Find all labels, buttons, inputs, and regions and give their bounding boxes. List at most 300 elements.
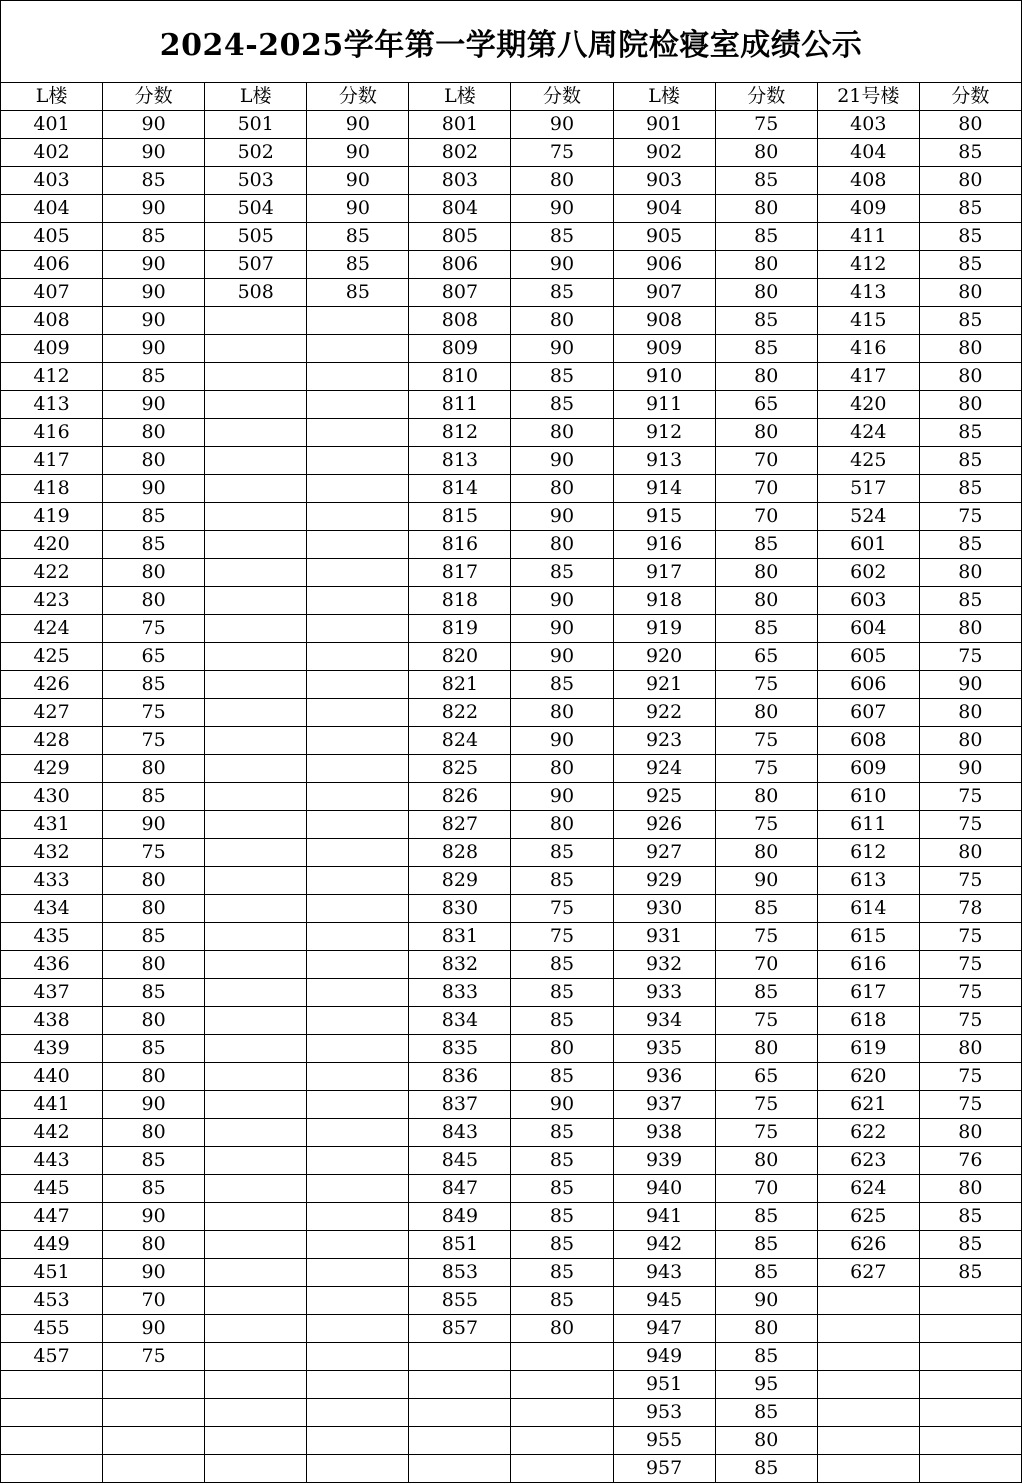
score-cell: 80: [715, 1147, 817, 1175]
score-cell: 80: [919, 279, 1021, 307]
room-cell: [205, 447, 307, 475]
room-cell: [409, 1343, 511, 1371]
room-cell: [205, 1063, 307, 1091]
score-cell: 80: [511, 699, 613, 727]
room-cell: [817, 1315, 919, 1343]
room-cell: 832: [409, 951, 511, 979]
score-cell: [103, 1399, 205, 1427]
room-cell: 619: [817, 1035, 919, 1063]
score-cell: [307, 615, 409, 643]
score-cell: 90: [307, 167, 409, 195]
score-cell: 65: [715, 1063, 817, 1091]
score-cell: [103, 1371, 205, 1399]
score-cell: 80: [511, 167, 613, 195]
room-cell: [205, 531, 307, 559]
room-cell: [205, 1315, 307, 1343]
score-cell: 70: [715, 475, 817, 503]
room-cell: 909: [613, 335, 715, 363]
score-cell: 90: [103, 307, 205, 335]
table-row: [1, 559, 1022, 587]
room-cell: 617: [817, 979, 919, 1007]
room-cell: 440: [1, 1063, 103, 1091]
room-cell: 417: [1, 447, 103, 475]
room-cell: 431: [1, 811, 103, 839]
score-cell: [307, 419, 409, 447]
table-row: [1, 1259, 1022, 1287]
score-cell: 90: [511, 783, 613, 811]
room-cell: [817, 1455, 919, 1483]
room-cell: 609: [817, 755, 919, 783]
room-cell: 413: [817, 279, 919, 307]
score-cell: 85: [715, 895, 817, 923]
score-cell: 75: [919, 783, 1021, 811]
score-cell: 80: [715, 699, 817, 727]
score-cell: 85: [715, 1203, 817, 1231]
score-cell: 85: [919, 1259, 1021, 1287]
score-cell: 90: [103, 139, 205, 167]
score-cell: 85: [103, 1035, 205, 1063]
score-cell: 75: [919, 1007, 1021, 1035]
score-cell: [919, 1315, 1021, 1343]
room-cell: 420: [817, 391, 919, 419]
score-cell: 90: [103, 475, 205, 503]
score-cell: 75: [919, 643, 1021, 671]
room-cell: 432: [1, 839, 103, 867]
room-cell: [205, 951, 307, 979]
score-cell: 75: [103, 615, 205, 643]
score-cell: 85: [715, 1231, 817, 1259]
table-row: [1, 867, 1022, 895]
room-cell: 607: [817, 699, 919, 727]
table-row: [1, 587, 1022, 615]
room-cell: 930: [613, 895, 715, 923]
table-row: [1, 195, 1022, 223]
table-row: [1, 1147, 1022, 1175]
room-cell: 902: [613, 139, 715, 167]
room-cell: 408: [817, 167, 919, 195]
table-row: [1, 1035, 1022, 1063]
score-cell: 85: [103, 363, 205, 391]
room-cell: 442: [1, 1119, 103, 1147]
score-cell: 80: [715, 195, 817, 223]
score-cell: 90: [919, 671, 1021, 699]
room-cell: 847: [409, 1175, 511, 1203]
room-cell: [409, 1399, 511, 1427]
score-cell: 80: [715, 139, 817, 167]
room-cell: 449: [1, 1231, 103, 1259]
score-cell: 80: [919, 699, 1021, 727]
room-cell: [205, 1455, 307, 1483]
room-cell: 602: [817, 559, 919, 587]
room-cell: [205, 1035, 307, 1063]
table-row: [1, 1007, 1022, 1035]
room-cell: 605: [817, 643, 919, 671]
table-row: [1, 1203, 1022, 1231]
room-cell: 910: [613, 363, 715, 391]
header-building-1: L楼: [1, 83, 103, 111]
score-cell: 85: [103, 531, 205, 559]
score-cell: [307, 1119, 409, 1147]
room-cell: 412: [1, 363, 103, 391]
room-cell: [409, 1427, 511, 1455]
room-cell: 417: [817, 363, 919, 391]
room-cell: 933: [613, 979, 715, 1007]
score-cell: 70: [715, 447, 817, 475]
score-cell: 90: [103, 391, 205, 419]
room-cell: [205, 363, 307, 391]
room-cell: 949: [613, 1343, 715, 1371]
room-cell: 409: [817, 195, 919, 223]
room-cell: 957: [613, 1455, 715, 1483]
score-cell: 85: [511, 1063, 613, 1091]
score-cell: 85: [511, 839, 613, 867]
score-cell: 75: [511, 139, 613, 167]
room-cell: 917: [613, 559, 715, 587]
header-building-5: 21号楼: [817, 83, 919, 111]
room-cell: 403: [817, 111, 919, 139]
score-cell: 90: [511, 615, 613, 643]
room-cell: 457: [1, 1343, 103, 1371]
room-cell: [205, 727, 307, 755]
room-cell: 924: [613, 755, 715, 783]
room-cell: 918: [613, 587, 715, 615]
room-cell: 419: [1, 503, 103, 531]
table-row: [1, 671, 1022, 699]
room-cell: 621: [817, 1091, 919, 1119]
score-cell: 80: [103, 559, 205, 587]
header-score-2: 分数: [307, 83, 409, 111]
score-cell: 85: [103, 783, 205, 811]
room-cell: 916: [613, 531, 715, 559]
score-cell: [103, 1455, 205, 1483]
score-cell: 90: [919, 755, 1021, 783]
score-cell: [307, 1259, 409, 1287]
room-cell: 445: [1, 1175, 103, 1203]
room-cell: [205, 979, 307, 1007]
room-cell: 804: [409, 195, 511, 223]
score-cell: 90: [715, 867, 817, 895]
table-row: [1, 279, 1022, 307]
room-cell: [205, 419, 307, 447]
room-cell: 405: [1, 223, 103, 251]
score-cell: 80: [103, 1231, 205, 1259]
room-cell: [205, 1203, 307, 1231]
score-cell: 85: [511, 363, 613, 391]
room-cell: 413: [1, 391, 103, 419]
score-cell: 85: [511, 867, 613, 895]
header-score-5: 分数: [919, 83, 1021, 111]
score-cell: [307, 1091, 409, 1119]
table-row: [1, 1343, 1022, 1371]
table-row: [1, 1427, 1022, 1455]
score-cell: 85: [715, 223, 817, 251]
room-cell: 927: [613, 839, 715, 867]
sheet-title: 2024-2025学年第一学期第八周院检寝室成绩公示: [0, 0, 1022, 83]
table-row: [1, 699, 1022, 727]
room-cell: 425: [817, 447, 919, 475]
score-cell: 90: [103, 1091, 205, 1119]
score-cell: 85: [307, 251, 409, 279]
score-cell: 75: [919, 979, 1021, 1007]
score-cell: [307, 1399, 409, 1427]
room-cell: 820: [409, 643, 511, 671]
score-cell: 75: [919, 923, 1021, 951]
score-cell: 85: [307, 279, 409, 307]
score-cell: 85: [511, 1259, 613, 1287]
room-cell: [205, 811, 307, 839]
score-cell: [307, 335, 409, 363]
room-cell: 429: [1, 755, 103, 783]
room-cell: 920: [613, 643, 715, 671]
room-cell: 403: [1, 167, 103, 195]
score-cell: 90: [103, 1259, 205, 1287]
score-cell: 90: [103, 1315, 205, 1343]
score-cell: [307, 363, 409, 391]
room-cell: 426: [1, 671, 103, 699]
room-cell: 435: [1, 923, 103, 951]
room-cell: 611: [817, 811, 919, 839]
room-cell: [205, 1231, 307, 1259]
room-cell: 812: [409, 419, 511, 447]
score-cell: 80: [103, 447, 205, 475]
room-cell: 407: [1, 279, 103, 307]
score-cell: 70: [715, 951, 817, 979]
room-cell: [205, 335, 307, 363]
room-cell: 845: [409, 1147, 511, 1175]
room-cell: 622: [817, 1119, 919, 1147]
room-cell: 908: [613, 307, 715, 335]
room-cell: [1, 1455, 103, 1483]
score-table: [0, 82, 1022, 1483]
room-cell: 412: [817, 251, 919, 279]
table-header: [1, 83, 1022, 111]
room-cell: 416: [1, 419, 103, 447]
score-cell: 80: [103, 755, 205, 783]
table-row: [1, 1175, 1022, 1203]
score-cell: 75: [511, 923, 613, 951]
score-cell: 90: [511, 251, 613, 279]
room-cell: [817, 1427, 919, 1455]
room-cell: 620: [817, 1063, 919, 1091]
score-cell: 80: [715, 251, 817, 279]
room-cell: 603: [817, 587, 919, 615]
score-cell: [307, 951, 409, 979]
score-cell: [307, 1455, 409, 1483]
room-cell: 911: [613, 391, 715, 419]
score-cell: 85: [511, 671, 613, 699]
score-cell: 80: [919, 1175, 1021, 1203]
table-row: [1, 839, 1022, 867]
room-cell: 934: [613, 1007, 715, 1035]
room-cell: 857: [409, 1315, 511, 1343]
score-cell: [307, 1343, 409, 1371]
room-cell: 951: [613, 1371, 715, 1399]
room-cell: 929: [613, 867, 715, 895]
room-cell: 913: [613, 447, 715, 475]
score-cell: [307, 839, 409, 867]
score-cell: 85: [715, 1455, 817, 1483]
room-cell: 427: [1, 699, 103, 727]
score-cell: 85: [103, 979, 205, 1007]
score-cell: 75: [919, 1091, 1021, 1119]
room-cell: 939: [613, 1147, 715, 1175]
room-cell: 409: [1, 335, 103, 363]
room-cell: [1, 1399, 103, 1427]
room-cell: 923: [613, 727, 715, 755]
table-row: [1, 1287, 1022, 1315]
score-cell: [307, 559, 409, 587]
room-cell: 827: [409, 811, 511, 839]
room-cell: 942: [613, 1231, 715, 1259]
score-cell: [307, 1231, 409, 1259]
room-cell: 803: [409, 167, 511, 195]
room-cell: [205, 1427, 307, 1455]
score-cell: 75: [919, 867, 1021, 895]
room-cell: [205, 699, 307, 727]
room-cell: 401: [1, 111, 103, 139]
score-cell: 70: [103, 1287, 205, 1315]
score-cell: 85: [919, 447, 1021, 475]
room-cell: 833: [409, 979, 511, 1007]
room-cell: 807: [409, 279, 511, 307]
score-cell: 75: [103, 1343, 205, 1371]
score-cell: 75: [715, 1091, 817, 1119]
room-cell: 802: [409, 139, 511, 167]
room-cell: [205, 755, 307, 783]
room-cell: [817, 1399, 919, 1427]
score-cell: 95: [715, 1371, 817, 1399]
score-cell: [307, 1315, 409, 1343]
table-row: [1, 503, 1022, 531]
score-cell: 85: [103, 1147, 205, 1175]
room-cell: [205, 1259, 307, 1287]
score-cell: 85: [103, 671, 205, 699]
room-cell: 815: [409, 503, 511, 531]
room-cell: 904: [613, 195, 715, 223]
room-cell: [205, 895, 307, 923]
score-cell: [307, 1203, 409, 1231]
header-building-4: L楼: [613, 83, 715, 111]
score-cell: 80: [919, 615, 1021, 643]
score-cell: 90: [103, 251, 205, 279]
table-row: [1, 447, 1022, 475]
room-cell: 404: [1, 195, 103, 223]
room-cell: 612: [817, 839, 919, 867]
score-cell: 85: [919, 475, 1021, 503]
room-cell: 851: [409, 1231, 511, 1259]
score-cell: 75: [103, 727, 205, 755]
room-cell: [205, 503, 307, 531]
score-cell: 90: [103, 111, 205, 139]
room-cell: 604: [817, 615, 919, 643]
score-cell: 85: [919, 251, 1021, 279]
room-cell: 821: [409, 671, 511, 699]
room-cell: 801: [409, 111, 511, 139]
room-cell: 517: [817, 475, 919, 503]
room-cell: [205, 1175, 307, 1203]
score-cell: [307, 755, 409, 783]
score-cell: 75: [919, 1063, 1021, 1091]
room-cell: 826: [409, 783, 511, 811]
score-cell: 80: [919, 363, 1021, 391]
room-cell: 408: [1, 307, 103, 335]
score-cell: [307, 391, 409, 419]
table-row: [1, 783, 1022, 811]
room-cell: [205, 643, 307, 671]
score-cell: 85: [919, 1203, 1021, 1231]
score-cell: 90: [307, 111, 409, 139]
score-cell: 90: [715, 1287, 817, 1315]
score-cell: [307, 1371, 409, 1399]
score-cell: [307, 447, 409, 475]
score-cell: 85: [715, 167, 817, 195]
room-cell: 437: [1, 979, 103, 1007]
score-cell: 90: [511, 587, 613, 615]
room-cell: 443: [1, 1147, 103, 1175]
room-cell: [205, 671, 307, 699]
score-cell: [307, 1035, 409, 1063]
score-cell: 85: [103, 223, 205, 251]
room-cell: [817, 1343, 919, 1371]
score-cell: [307, 643, 409, 671]
score-cell: [307, 783, 409, 811]
room-cell: [205, 867, 307, 895]
score-cell: 90: [103, 811, 205, 839]
score-cell: 80: [511, 531, 613, 559]
room-cell: 624: [817, 1175, 919, 1203]
score-cell: 85: [715, 335, 817, 363]
score-cell: 75: [103, 839, 205, 867]
score-cell: 75: [715, 111, 817, 139]
score-cell: 90: [103, 1203, 205, 1231]
room-cell: 402: [1, 139, 103, 167]
table-row: [1, 923, 1022, 951]
score-cell: 75: [715, 671, 817, 699]
score-cell: [307, 671, 409, 699]
room-cell: 524: [817, 503, 919, 531]
room-cell: [1, 1427, 103, 1455]
room-cell: 810: [409, 363, 511, 391]
score-cell: 70: [715, 503, 817, 531]
room-cell: 943: [613, 1259, 715, 1287]
score-cell: 75: [715, 811, 817, 839]
room-cell: 808: [409, 307, 511, 335]
room-cell: [205, 1371, 307, 1399]
score-cell: [307, 699, 409, 727]
room-cell: 625: [817, 1203, 919, 1231]
room-cell: 438: [1, 1007, 103, 1035]
room-cell: 941: [613, 1203, 715, 1231]
score-cell: 80: [715, 839, 817, 867]
room-cell: 822: [409, 699, 511, 727]
score-cell: 85: [511, 279, 613, 307]
room-cell: 922: [613, 699, 715, 727]
score-cell: 85: [103, 923, 205, 951]
score-cell: 85: [511, 979, 613, 1007]
room-cell: 505: [205, 223, 307, 251]
score-cell: 80: [919, 727, 1021, 755]
score-cell: [307, 1427, 409, 1455]
table-row: [1, 1231, 1022, 1259]
score-cell: 70: [715, 1175, 817, 1203]
score-cell: 90: [103, 195, 205, 223]
table-row: [1, 643, 1022, 671]
score-cell: [511, 1427, 613, 1455]
table-row: [1, 1455, 1022, 1483]
room-cell: [205, 475, 307, 503]
score-cell: 85: [307, 223, 409, 251]
room-cell: [205, 559, 307, 587]
